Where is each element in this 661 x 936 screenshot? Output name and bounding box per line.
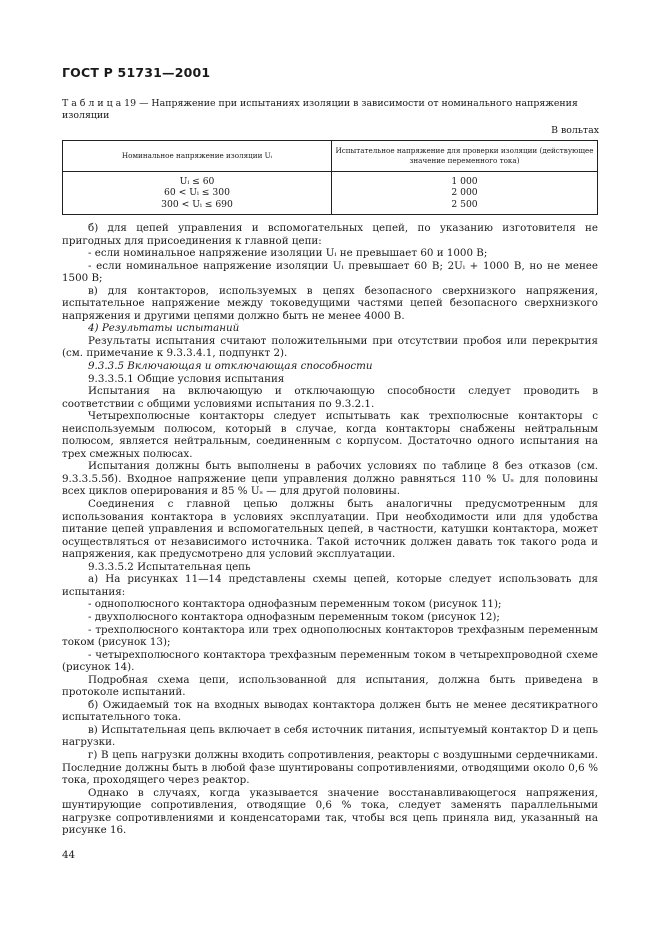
insulation-voltage-table <box>62 140 598 215</box>
paragraph: Соединения с главной цепью должны быть аналогичны предусмотренным для использования контактора в условиях эксплуатации. При необходимости или для удобства питание цепей управления и вспомогательных цепей, в частности, катушки контактора, может осуществляться от независимого источника. Такой источник должен давать ток такого рода и напряжения, как предусмотрено для условий эксплуатации. <box>62 498 598 561</box>
list-item: - четырехполюсного контактора трехфазным переменным током в четырехпроводной схеме (рисунок 14). <box>62 648 598 674</box>
table-header-test-voltage: Испытательное напряжение для проверки изоляции (действующее значение переменного тока) <box>332 141 598 172</box>
table-header-row <box>63 141 598 172</box>
page-number: 44 <box>62 849 76 861</box>
table-units: В вольтах <box>551 125 599 136</box>
table-header-nominal-voltage: Номинальное напряжение изоляции Uᵢ <box>63 141 332 172</box>
list-item: - двухполюсного контактора однофазным переменным током (рисунок 12); <box>88 610 500 623</box>
paragraph: Испытания должны быть выполнены в рабочих условиях по таблице 8 без отказов (см. 9.3.3.5.5б). Входное напряжение цепи управления должно равняться 110 % Uₛ для половины всех циклов оперирования и 85 % Uₛ — для другой половины. <box>62 460 598 498</box>
list-item: - если номинальное напряжение изоляции Uᵢ превышает 60 В; 2Uᵢ + 1000 В, но не менее 1500 В; <box>62 259 598 285</box>
paragraph: а) На рисунках 11—14 представлены схемы цепей, которые следует использовать для испытания: <box>62 573 598 598</box>
paragraph: Четырехполюсные контакторы следует испытывать как трехполюсные контакторы с неиспользуемым полюсом, который в случае, когда контакторы снабжены нейтральным полюсом, является нейтральным, соединенным с корпусом. Достаточно одного испытания на трех смежных полюсах. <box>62 410 598 460</box>
section-heading <box>62 322 598 335</box>
range-value: 60 < Uᵢ ≤ 300 <box>164 187 230 199</box>
list-item: - если номинальное напряжение изоляции Uᵢ не превышает 60 и 1000 В; <box>88 247 488 260</box>
section-heading: 9.3.3.5.1 Общие условия испытания <box>88 372 285 385</box>
table-cell-ranges <box>63 172 332 215</box>
paragraph: в) Испытательная цепь включает в себя источник питания, испытуемый контактор D и цепь нагрузки. <box>62 723 598 749</box>
test-voltage-value: 1 000 <box>451 175 478 187</box>
section-heading: 9.3.3.5.2 Испытательная цепь <box>88 560 251 573</box>
paragraph: Результаты испытания считают положительными при отсутствии пробоя или перекрытия (см. примечание к 9.3.3.4.1, подпункт 2). <box>62 334 598 360</box>
paragraph: б) для цепей управления и вспомогательных цепей, по указанию изготовителя не пригодных для присоединения к главной цепи: <box>62 222 598 247</box>
paragraph: Подробная схема цепи, использованной для испытания, должна быть приведена в протоколе испытаний. <box>62 673 598 699</box>
table-cell-values <box>332 172 598 215</box>
section-heading <box>62 360 598 373</box>
list-item: - трехполюсного контактора или трех однополюсных контакторов трехфазным переменным током (рисунок 13); <box>62 623 598 649</box>
test-voltage-value: 2 000 <box>451 187 478 199</box>
range-value: Uᵢ ≤ 60 <box>179 175 215 187</box>
list-item: - однополюсного контактора однофазным переменным током (рисунок 11); <box>88 598 502 611</box>
document-title: ГОСТ Р 51731—2001 <box>62 65 211 80</box>
test-voltage-value: 2 500 <box>451 198 478 210</box>
section-heading-text: 9.3.3.5 Включающая и отключающая способности <box>88 360 373 373</box>
paragraph: Однако в случаях, когда указывается значение восстанавливающегося напряжения, шунтирующие сопротивления, отводящие 0,6 % тока, следует заменять параллельными нагрузке сопротивлениями и конденсаторами так, чтобы вся цепь приняла вид, указанный на рисунке 16. <box>62 786 598 837</box>
range-value: 300 < Uᵢ ≤ 690 <box>161 198 233 210</box>
paragraph: б) Ожидаемый ток на входных выводах контактора должен быть не менее десятикратного испытательного тока. <box>62 698 598 724</box>
paragraph: г) В цепь нагрузки должны входить сопротивления, реакторы с воздушными сердечниками. Последние должны быть в любой фазе шунтированы сопротивлениями, отводящими около 0,6 % тока, проходящего через реактор. <box>62 748 598 787</box>
paragraph: Испытания на включающую и отключающую способности следует проводить в соответствии с общими условиями испытания по 9.3.2.1. <box>62 385 598 410</box>
table-row <box>63 172 598 215</box>
paragraph: в) для контакторов, используемых в цепях безопасного сверхнизкого напряжения, испытательное напряжение между токоведущими частями цепей безопасного сверхнизкого напряжения и другими цепями должно быть не менее 4000 В. <box>62 284 598 322</box>
body-text <box>62 222 598 837</box>
section-heading-text: 4) Результаты испытаний <box>88 322 240 335</box>
table-caption: Т а б л и ц а 19 — Напряжение при испытаниях изоляции в зависимости от номинального напряжения изоляции <box>62 98 578 121</box>
